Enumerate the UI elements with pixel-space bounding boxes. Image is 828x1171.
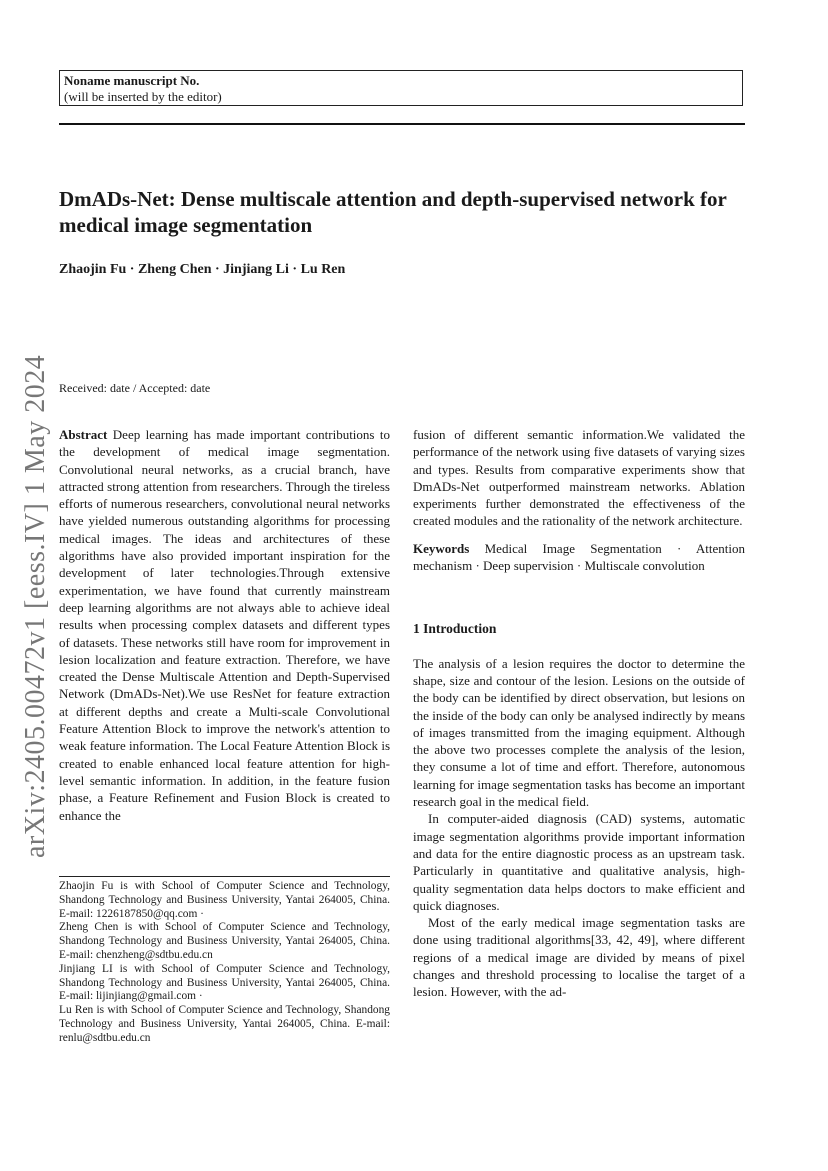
abstract-text-left: Deep learning has made important contributions to the development of medical image segmentation. Convolutional neural networks, as a crucial branch, have attracted strong attention from researchers. Through the tireless efforts of numerous researchers, convolutional neural networks have yielded numerous outstanding algorithms for processing medical images. The ideas and architectures of these algorithms have also provided important inspiration for the development of later technologies.Through extensive experimentation, we have found that currently mainstream deep learning algorithms are not always able to achieve ideal results when processing complex datasets and different types of datasets. These networks still have room for improvement in lesion localization and feature extraction. Therefore, we have created the Dense Multiscale Attention and Depth-Supervised Network (DmADs-Net).We use ResNet for feature extraction at different depths and create a Multi-scale Convolutional Feature Attention Block to improve the network's attention to weak feature information. The Local Feature Attention Block is created to enable enhanced local feature attention for high-level semantic information. In addition, in the feature fusion phase, a Feature Refinement and Fusion Block is created to enhance the <box>59 427 390 823</box>
intro-paragraph: In computer-aided diagnosis (CAD) systems, automatic image segmentation algorithms provide important information and data for the entire diagnostic process as an upstream task. Particularly in quantitative and qualitative analysis, high-quality segmentation data helps doctors to make efficient and quick diagnoses. <box>413 811 745 913</box>
abstract-label: Abstract <box>59 427 108 442</box>
editor-note: (will be inserted by the editor) <box>64 89 222 104</box>
intro-paragraph: Most of the early medical image segmentation tasks are done using traditional algorithms[33, 42, 49], where different regions of a medical image are divided by means of pixel changes and threshold processing to localise the target of a lesion. However, with the ad- <box>413 915 745 1000</box>
keywords-label: Keywords <box>413 540 470 556</box>
paper-title: DmADs-Net: Dense multiscale attention and depth-supervised network for medical image segmentation <box>59 187 727 237</box>
left-column <box>59 426 390 824</box>
section-heading-introduction: 1 Introduction <box>413 621 497 637</box>
right-column <box>413 426 745 1001</box>
abstract-paragraph <box>59 426 390 824</box>
keywords-text: Medical Image Segmentation · Attention mechanism · Deep supervision · Multiscale convolution <box>413 540 746 574</box>
footnote-item: Zhaojin Fu is with School of Computer Science and Technology, Shandong Technology and Business University, Yantai 264005, China. E-mail: 1226187850@qq.com · <box>59 880 390 920</box>
footnote-item: Zheng Chen is with School of Computer Science and Technology, Shandong Technology and Business University, Yantai 264005, China. E-mail: chenzheng@sdtbu.edu.cn <box>59 921 390 961</box>
abstract-text-right: fusion of different semantic information.We validated the performance of the network using five datasets of varying sizes and types. Results from comparative experiments show that DmADs-Net outperformed mainstream networks. Ablation experiments further demonstrated the effectiveness of the created modules and the rationality of the network architecture. <box>413 427 745 529</box>
keywords-paragraph <box>413 540 745 575</box>
footnote-rule <box>59 876 390 877</box>
footnote-item: Lu Ren is with School of Computer Science and Technology, Shandong Technology and Business University, Yantai 264005, China. E-mail: renlu@sdtbu.edu.cn <box>59 1004 390 1044</box>
author-list: Zhaojin Fu · Zheng Chen · Jinjiang Li · Lu Ren <box>59 262 346 277</box>
footnotes <box>59 880 390 1046</box>
header-rule <box>59 123 745 125</box>
editor-note-box <box>59 70 743 106</box>
manuscript-label: Noname manuscript No. <box>64 73 200 88</box>
footnote-item: Jinjiang LI is with School of Computer Science and Technology, Shandong Technology and Business University, Yantai 264005, China. E-mail: lijinjiang@gmail.com · <box>59 962 390 1003</box>
received-date: Received: date / Accepted: date <box>59 381 211 395</box>
arxiv-stamp: arXiv:2405.00472v1 [eess.IV] 1 May 2024 <box>20 354 51 858</box>
intro-paragraph: The analysis of a lesion requires the doctor to determine the shape, size and contour of the lesion. Lesions on the outside of the body can be identified by direct observation, but lesions on the inside of the body can only be analysed indirectly by means of images transmitted from the imaging equipment. Although the above two processes complete the analysis of the lesion, they consume a lot of time and effort. Therefore, autonomous learning for image segmentation tasks has become an important research goal in the medical field. <box>413 655 745 810</box>
